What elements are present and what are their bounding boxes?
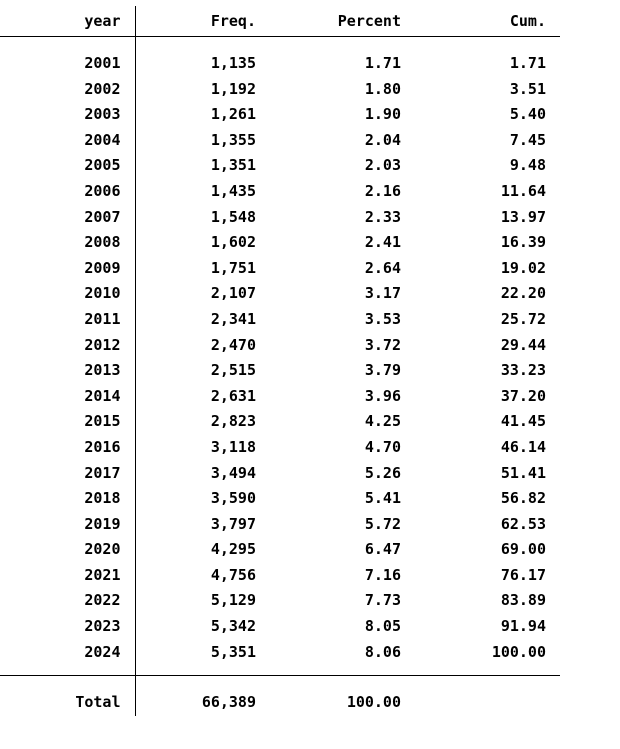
cell-year: 2009	[0, 256, 135, 282]
cell-cum: 3.51	[509, 79, 546, 98]
cell-freq: 4,295	[210, 540, 256, 559]
cell-year: 2001	[0, 51, 135, 77]
total-row	[0, 690, 560, 716]
cell-percent: 2.04	[364, 130, 401, 149]
cell-freq: 3,797	[210, 514, 256, 533]
cell-percent: 2.64	[364, 258, 401, 277]
cell-percent: 1.90	[364, 105, 401, 124]
column-header-year: year	[0, 6, 135, 36]
cell-cum: 69.00	[500, 540, 546, 559]
cell-total-label: Total	[0, 690, 135, 716]
cell-year: 2019	[0, 512, 135, 538]
cell-year: 2015	[0, 409, 135, 435]
cell-total-freq: 66,389	[201, 693, 256, 712]
table-row	[0, 102, 560, 128]
cell-percent: 7.73	[364, 591, 401, 610]
spacer-cell	[135, 665, 270, 675]
cell-percent: 5.26	[364, 463, 401, 482]
cell-freq: 1,751	[210, 258, 256, 277]
cell-percent: 2.16	[364, 181, 401, 200]
table-row	[0, 307, 560, 333]
table-row	[0, 614, 560, 640]
table-row	[0, 179, 560, 205]
cell-cum: 33.23	[500, 361, 546, 380]
cell-freq: 1,192	[210, 79, 256, 98]
cell-freq: 2,107	[210, 284, 256, 303]
cell-freq: 1,135	[210, 54, 256, 72]
table-row	[0, 77, 560, 103]
cell-cum: 62.53	[500, 514, 546, 533]
cell-cum: 5.40	[509, 105, 546, 124]
table-row	[0, 230, 560, 256]
cell-cum: 91.94	[500, 617, 546, 636]
cell-freq: 2,470	[210, 335, 256, 354]
spacer-cell	[270, 676, 415, 691]
cell-freq: 5,129	[210, 591, 256, 610]
cell-freq: 2,515	[210, 361, 256, 380]
table-row	[0, 333, 560, 359]
cell-percent: 3.96	[364, 386, 401, 405]
table-row	[0, 486, 560, 512]
table-row	[0, 153, 560, 179]
cell-year: 2005	[0, 153, 135, 179]
table-row	[0, 512, 560, 538]
spacer-cell	[270, 37, 415, 52]
cell-freq: 5,342	[210, 617, 256, 636]
cell-year: 2023	[0, 614, 135, 640]
column-header-cum: Cum.	[509, 12, 546, 30]
cell-year: 2002	[0, 77, 135, 103]
cell-year: 2013	[0, 358, 135, 384]
cell-cum: 76.17	[500, 565, 546, 584]
cell-percent: 3.17	[364, 284, 401, 303]
table-row	[0, 588, 560, 614]
cell-percent: 5.41	[364, 489, 401, 508]
table-row	[0, 563, 560, 589]
cell-cum: 16.39	[500, 233, 546, 252]
cell-year: 2018	[0, 486, 135, 512]
cell-year: 2003	[0, 102, 135, 128]
cell-percent: 7.16	[364, 565, 401, 584]
column-header-freq: Freq.	[210, 12, 256, 30]
table-row	[0, 409, 560, 435]
cell-percent: 3.53	[364, 309, 401, 328]
total-gap	[0, 676, 560, 691]
frequency-table	[0, 6, 560, 716]
cell-cum: 46.14	[500, 437, 546, 456]
cell-year: 2007	[0, 205, 135, 231]
cell-cum: 29.44	[500, 335, 546, 354]
cell-cum: 37.20	[500, 386, 546, 405]
cell-percent: 3.79	[364, 361, 401, 380]
cell-percent: 1.71	[364, 54, 401, 72]
cell-freq: 1,355	[210, 130, 256, 149]
cell-freq: 5,351	[210, 642, 256, 661]
cell-freq: 3,494	[210, 463, 256, 482]
cell-percent: 4.70	[364, 437, 401, 456]
spacer-cell	[270, 665, 415, 675]
cell-cum: 51.41	[500, 463, 546, 482]
table-row	[0, 537, 560, 563]
cell-freq: 2,341	[210, 309, 256, 328]
cell-year: 2011	[0, 307, 135, 333]
spacer-cell	[0, 676, 135, 691]
cell-freq: 1,351	[210, 156, 256, 175]
cell-percent: 2.03	[364, 156, 401, 175]
cell-year: 2008	[0, 230, 135, 256]
cell-cum: 13.97	[500, 207, 546, 226]
cell-freq: 1,435	[210, 181, 256, 200]
spacer-cell	[0, 37, 135, 52]
cell-year: 2024	[0, 640, 135, 666]
cell-year: 2004	[0, 128, 135, 154]
pre-total-gap	[0, 665, 560, 675]
table-row	[0, 435, 560, 461]
table-row	[0, 640, 560, 666]
table-header-row	[0, 6, 560, 36]
cell-percent: 4.25	[364, 412, 401, 431]
cell-cum: 25.72	[500, 309, 546, 328]
cell-freq: 1,261	[210, 105, 256, 124]
table-row	[0, 358, 560, 384]
cell-cum: 9.48	[509, 156, 546, 175]
cell-percent: 3.72	[364, 335, 401, 354]
spacer-cell	[135, 676, 270, 691]
cell-freq: 3,118	[210, 437, 256, 456]
table-row	[0, 256, 560, 282]
cell-percent: 6.47	[364, 540, 401, 559]
header-gap	[0, 37, 560, 52]
cell-percent: 5.72	[364, 514, 401, 533]
cell-year: 2021	[0, 563, 135, 589]
cell-percent: 2.41	[364, 233, 401, 252]
cell-year: 2017	[0, 461, 135, 487]
table-row	[0, 461, 560, 487]
cell-cum: 56.82	[500, 489, 546, 508]
spacer-cell	[0, 665, 135, 675]
cell-percent: 8.06	[364, 642, 401, 661]
table-row	[0, 51, 560, 77]
cell-cum: 7.45	[509, 130, 546, 149]
cell-freq: 3,590	[210, 489, 256, 508]
cell-total-percent: 100.00	[346, 693, 401, 712]
cell-cum: 83.89	[500, 591, 546, 610]
column-header-percent: Percent	[337, 12, 401, 30]
cell-freq: 1,548	[210, 207, 256, 226]
table-row	[0, 205, 560, 231]
cell-year: 2010	[0, 281, 135, 307]
cell-cum: 22.20	[500, 284, 546, 303]
spacer-cell	[415, 37, 560, 52]
cell-cum: 100.00	[491, 642, 546, 661]
cell-percent: 1.80	[364, 79, 401, 98]
cell-freq: 2,823	[210, 412, 256, 431]
table-row	[0, 281, 560, 307]
cell-percent: 8.05	[364, 617, 401, 636]
cell-year: 2022	[0, 588, 135, 614]
cell-cum: 1.71	[509, 54, 546, 72]
table-body	[0, 6, 560, 716]
cell-year: 2014	[0, 384, 135, 410]
cell-cum: 11.64	[500, 181, 546, 200]
cell-total-cum	[415, 690, 560, 716]
cell-freq: 1,602	[210, 233, 256, 252]
cell-cum: 19.02	[500, 258, 546, 277]
cell-freq: 4,756	[210, 565, 256, 584]
cell-cum: 41.45	[500, 412, 546, 431]
table-row	[0, 384, 560, 410]
cell-year: 2016	[0, 435, 135, 461]
spacer-cell	[135, 37, 270, 52]
spacer-cell	[415, 665, 560, 675]
cell-year: 2020	[0, 537, 135, 563]
spacer-cell	[415, 676, 560, 691]
cell-percent: 2.33	[364, 207, 401, 226]
table-row	[0, 128, 560, 154]
cell-year: 2006	[0, 179, 135, 205]
cell-year: 2012	[0, 333, 135, 359]
cell-freq: 2,631	[210, 386, 256, 405]
